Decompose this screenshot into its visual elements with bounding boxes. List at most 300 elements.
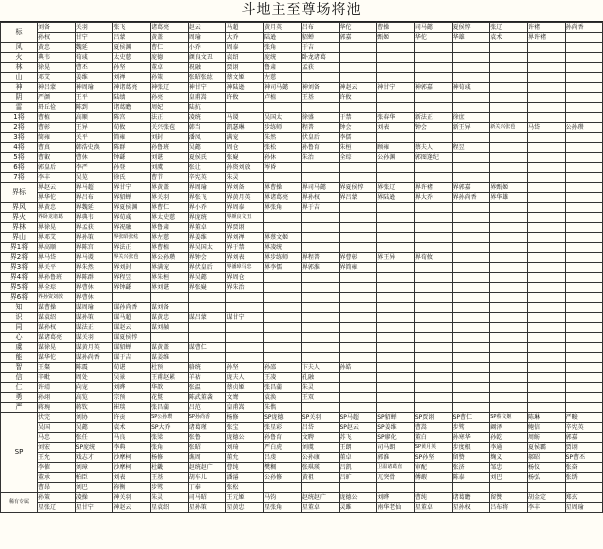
general-name-cell: 典韦	[38, 53, 76, 63]
general-name-cell	[565, 133, 603, 143]
general-name-cell: SP曹丕	[565, 453, 603, 463]
general-name-cell	[490, 483, 528, 493]
general-name-cell: 界魏延	[75, 203, 113, 213]
general-name-cell	[490, 103, 528, 113]
general-name-cell: 孙翊	[38, 393, 76, 403]
general-name-cell	[264, 273, 302, 283]
general-name-cell	[414, 103, 452, 113]
general-name-cell: 界曹仁	[151, 203, 189, 213]
general-name-cell: 郭嘉	[339, 33, 377, 43]
general-name-cell: 界周泰	[226, 203, 264, 213]
general-name-cell: 简雍	[38, 133, 76, 143]
general-name-cell: 庞统	[264, 53, 302, 63]
general-name-cell: 蔡贞姬	[226, 383, 264, 393]
table-row	[1, 483, 603, 493]
general-name-cell	[414, 203, 452, 213]
general-name-cell: 郭皇后	[38, 163, 76, 173]
general-pool-table	[0, 22, 603, 513]
general-name-cell	[414, 283, 452, 293]
general-name-cell	[527, 263, 565, 273]
table-row	[1, 23, 603, 33]
general-name-cell: 严畯	[565, 413, 603, 423]
general-name-cell	[490, 233, 528, 243]
general-name-cell	[339, 173, 377, 183]
general-name-cell: 张昌蒲	[151, 403, 189, 413]
general-name-cell: 谋甘宁	[226, 313, 264, 323]
general-name-cell: 孙休	[264, 153, 302, 163]
general-name-cell	[565, 173, 603, 183]
general-name-cell: 刘虞	[301, 443, 339, 453]
general-name-cell: 刘封	[151, 133, 189, 143]
general-name-cell: 华歆	[151, 383, 189, 393]
general-name-cell: 许褚	[527, 23, 565, 33]
general-name-cell: 谋马超	[113, 313, 151, 323]
general-name-cell: 谋貂蝉	[113, 343, 151, 353]
general-name-cell: 胡车儿	[188, 473, 226, 483]
general-name-cell	[565, 333, 603, 343]
category-cell: 界2将	[1, 253, 38, 263]
general-name-cell: 界大乔	[414, 193, 452, 203]
general-name-cell: 钟会	[339, 123, 377, 133]
general-name-cell: 庞德	[151, 53, 189, 63]
general-name-cell	[527, 43, 565, 53]
category-cell: 界山	[1, 233, 38, 243]
general-name-cell	[226, 353, 264, 363]
general-name-cell: 孙鲁育	[264, 433, 302, 443]
general-name-cell: 星周瑜	[565, 503, 603, 513]
general-name-cell	[339, 233, 377, 243]
category-cell: 风	[1, 43, 38, 53]
general-name-cell: 柏臣	[75, 473, 113, 483]
general-name-cell: 吕范	[188, 403, 226, 413]
general-name-cell: 鲁肃	[264, 63, 302, 73]
general-name-cell	[565, 283, 603, 293]
general-name-cell	[301, 353, 339, 363]
general-name-cell	[414, 343, 452, 353]
general-name-cell: 谋徐晃	[38, 343, 76, 353]
general-name-cell	[377, 93, 415, 103]
general-name-cell: 张昌蒲	[264, 383, 302, 393]
general-name-cell	[527, 203, 565, 213]
general-name-cell	[301, 243, 339, 253]
general-name-cell	[452, 393, 490, 403]
general-name-cell: 沙摩柯	[113, 453, 151, 463]
general-name-cell	[490, 353, 528, 363]
general-name-cell: 陈宫	[113, 113, 151, 123]
general-name-cell: 步练师	[264, 123, 302, 133]
general-name-cell: 羊祜	[188, 373, 226, 383]
general-name-cell: 界太史慈	[151, 213, 189, 223]
category-cell: 5将	[1, 153, 38, 163]
general-name-cell: 界吕蒙	[339, 193, 377, 203]
general-name-cell	[264, 293, 302, 303]
table-row	[1, 143, 603, 153]
general-name-cell: 岑昏	[264, 163, 302, 173]
general-name-cell: 皇甫嵩	[188, 93, 226, 103]
general-name-cell: 朱桓	[339, 143, 377, 153]
general-name-cell	[565, 43, 603, 53]
general-name-cell	[490, 343, 528, 353]
general-name-cell: 马超	[226, 23, 264, 33]
general-name-cell: 张琪瑛	[301, 463, 339, 473]
general-name-cell	[490, 363, 528, 373]
general-name-cell: 曹彰	[38, 123, 76, 133]
general-name-cell	[490, 93, 528, 103]
general-name-cell: 陈到	[75, 103, 113, 113]
general-name-cell: 孙鲁班	[151, 143, 189, 153]
general-name-cell: 赵统赵广	[188, 463, 226, 473]
general-name-cell	[452, 63, 490, 73]
general-name-cell: 界董卓	[188, 223, 226, 233]
general-name-cell: 界于吉	[301, 203, 339, 213]
general-name-cell: 朱灵	[301, 383, 339, 393]
general-name-cell	[301, 273, 339, 283]
table-row	[1, 63, 603, 73]
category-cell: 山	[1, 73, 38, 83]
general-name-cell: 简雍	[113, 133, 151, 143]
general-name-cell: 丁奉	[188, 483, 226, 493]
table-row	[1, 53, 603, 63]
table-row	[1, 383, 603, 393]
general-name-cell	[377, 213, 415, 223]
general-name-cell: 张嶷	[226, 153, 264, 163]
general-name-cell	[377, 303, 415, 313]
general-name-cell	[301, 163, 339, 173]
general-name-cell: 刘琦	[226, 443, 264, 453]
general-name-cell: 夏侯惇	[452, 23, 490, 33]
general-name-cell: 神荀彧	[452, 83, 490, 93]
category-cell: 严	[1, 403, 38, 413]
general-name-cell: 神赵云	[113, 503, 151, 513]
general-name-cell: 界贾诩	[226, 223, 264, 233]
general-name-cell	[414, 403, 452, 413]
general-name-cell: 刘虞	[151, 163, 189, 173]
general-name-cell: 皇甫嵩	[226, 403, 264, 413]
general-name-cell	[565, 273, 603, 283]
general-name-cell: SP姜维	[377, 423, 415, 433]
table-row	[1, 223, 603, 233]
general-name-cell	[490, 333, 528, 343]
general-name-cell	[527, 93, 565, 103]
general-name-cell	[301, 223, 339, 233]
general-name-cell: 界黄月英	[226, 193, 264, 203]
general-name-cell	[414, 233, 452, 243]
general-name-cell: 卧龙诸葛	[301, 53, 339, 63]
category-cell: 仁	[1, 383, 38, 393]
general-name-cell: 王元姬	[226, 493, 264, 503]
general-name-cell	[565, 393, 603, 403]
general-name-cell: 张星彩	[264, 423, 302, 433]
general-name-cell	[377, 343, 415, 353]
general-name-cell	[527, 193, 565, 203]
table-row	[1, 373, 603, 383]
general-name-cell	[377, 293, 415, 303]
general-name-cell	[527, 343, 565, 353]
general-name-cell: 郝昭	[527, 453, 565, 463]
general-name-cell: 界曹休	[75, 293, 113, 303]
general-name-cell	[264, 333, 302, 343]
general-name-cell: 界孙鲁班	[38, 273, 76, 283]
general-name-cell: 界祝融	[113, 223, 151, 233]
general-name-cell: 谋华佗	[38, 353, 76, 363]
general-name-cell: 杜预	[151, 363, 189, 373]
general-name-cell	[527, 213, 565, 223]
category-cell: 勇	[1, 393, 38, 403]
general-name-cell	[490, 263, 528, 273]
general-name-cell: 周妃	[151, 103, 189, 113]
table-row	[1, 503, 603, 513]
general-name-cell: 界许褚	[527, 33, 565, 43]
general-name-cell	[527, 183, 565, 193]
general-name-cell: 新法正	[414, 113, 452, 123]
general-name-cell: 法正	[151, 113, 189, 123]
general-name-cell: SP孙尚香	[188, 413, 226, 423]
general-name-cell: 星甘宁	[75, 503, 113, 513]
general-name-cell: 伏完	[38, 413, 76, 423]
category-cell: 神	[1, 83, 38, 93]
general-name-cell: 界貂蝉	[113, 193, 151, 203]
general-name-cell	[565, 143, 603, 153]
general-name-cell: 杨修	[151, 453, 189, 463]
category-cell: 7将	[1, 173, 38, 183]
general-name-cell	[414, 243, 452, 253]
general-name-cell: 张松	[264, 143, 302, 153]
general-name-cell: 张绣	[565, 473, 603, 483]
general-name-cell: 王甫赵累	[151, 373, 189, 383]
general-name-cell	[490, 113, 528, 123]
general-name-cell	[339, 293, 377, 303]
general-name-cell: 界凌统	[264, 243, 302, 253]
general-name-cell: 星孙权	[452, 503, 490, 513]
general-name-cell	[490, 133, 528, 143]
general-name-cell: 陈琳	[527, 413, 565, 423]
general-name-cell: 关羽	[75, 23, 113, 33]
general-name-cell: 谋黄盖	[151, 343, 189, 353]
general-name-cell	[301, 483, 339, 493]
category-cell: 界风	[1, 203, 38, 213]
general-name-cell: 卢植	[264, 93, 302, 103]
general-name-cell	[490, 313, 528, 323]
general-name-cell: 步骘	[452, 423, 490, 433]
general-name-cell	[452, 273, 490, 283]
general-name-cell: 谋袁绍	[38, 313, 76, 323]
general-name-cell: SP蔡文姬	[490, 413, 528, 423]
general-name-cell	[452, 283, 490, 293]
general-name-cell	[527, 383, 565, 393]
general-name-cell: 樊稠	[264, 463, 302, 473]
general-name-cell: 界典韦	[75, 213, 113, 223]
general-name-cell: 界张飞	[188, 193, 226, 203]
general-name-cell: 宗预	[113, 393, 151, 403]
general-name-cell: 辛宪英	[565, 423, 603, 433]
general-name-cell	[377, 373, 415, 383]
general-name-cell	[377, 133, 415, 143]
general-name-cell	[452, 73, 490, 83]
general-name-cell: 界夏侯渊	[113, 203, 151, 213]
general-name-cell: 吕蒙	[113, 33, 151, 43]
general-name-cell: 王朗	[339, 443, 377, 453]
general-name-cell: 界法正	[113, 243, 151, 253]
table-row	[1, 113, 603, 123]
general-name-cell: 星孙策	[188, 503, 226, 513]
general-name-cell: 界孙策	[75, 233, 113, 243]
general-name-cell: 夏侯氏	[188, 153, 226, 163]
general-name-cell: 界吕布	[75, 193, 113, 203]
general-name-cell	[527, 63, 565, 73]
category-cell: 界6将	[1, 293, 38, 303]
table-row	[1, 473, 603, 483]
general-name-cell: 华雄	[452, 33, 490, 43]
general-name-cell: 界甄姬	[490, 183, 528, 193]
general-name-cell	[339, 373, 377, 383]
general-name-cell	[264, 483, 302, 493]
general-name-cell: 张角	[151, 443, 189, 453]
general-name-cell	[452, 363, 490, 373]
table-row	[1, 463, 603, 473]
general-name-cell	[490, 323, 528, 333]
general-name-cell: 凌统	[188, 113, 226, 123]
general-name-cell: 界华雄	[490, 193, 528, 203]
general-name-cell: 全琮	[339, 153, 377, 163]
general-name-cell: 蔡夫人	[414, 143, 452, 153]
general-name-cell	[490, 293, 528, 303]
general-name-cell	[527, 223, 565, 233]
general-name-cell	[452, 103, 490, 113]
general-name-cell: 孙策	[38, 493, 76, 503]
general-name-cell	[339, 213, 377, 223]
general-name-cell: 界蔡文姬	[264, 233, 302, 243]
general-name-cell	[377, 263, 415, 273]
general-name-cell: 杜畿	[151, 463, 189, 473]
general-name-cell: 朱治	[301, 153, 339, 163]
general-name-cell: 界甘宁	[113, 183, 151, 193]
general-name-cell	[452, 43, 490, 53]
category-cell: 1将	[1, 113, 38, 123]
general-name-cell	[151, 293, 189, 303]
general-name-cell: 朱灵	[226, 173, 264, 183]
general-name-cell	[339, 353, 377, 363]
general-name-cell: 谋曹操	[38, 303, 76, 313]
general-name-cell: 界全琮	[38, 283, 76, 293]
general-name-cell: 星黄忠	[226, 503, 264, 513]
general-name-cell: 张昭张纮	[188, 73, 226, 83]
general-name-cell	[377, 323, 415, 333]
general-name-cell	[565, 213, 603, 223]
general-name-cell: 马忠	[38, 433, 76, 443]
table-row	[1, 263, 603, 273]
general-name-cell: 蒋琬	[38, 403, 76, 413]
general-name-cell: 周仓	[226, 143, 264, 153]
general-name-cell: 毌丘俭	[38, 103, 76, 113]
table-row	[1, 443, 603, 453]
general-name-cell: 界庞统	[188, 213, 226, 223]
general-name-cell: 许攸	[339, 93, 377, 103]
category-cell: 识	[1, 313, 38, 323]
general-name-cell: 曹植	[38, 113, 76, 123]
general-name-cell	[490, 373, 528, 383]
general-name-cell: 张昭	[188, 443, 226, 453]
general-name-cell	[452, 303, 490, 313]
general-name-cell: 陈震	[75, 363, 113, 373]
general-name-cell: 王基	[301, 93, 339, 103]
category-cell: 界火	[1, 213, 38, 223]
general-name-cell: 界郭淮	[301, 263, 339, 273]
general-name-cell: 钟繇	[113, 153, 151, 163]
general-name-cell: 于禁	[339, 113, 377, 123]
category-cell: 4将	[1, 143, 38, 153]
general-name-cell: 界公孙瓒	[151, 253, 189, 263]
general-name-cell	[226, 333, 264, 343]
general-name-cell: 张让	[188, 163, 226, 173]
general-name-cell	[414, 373, 452, 383]
general-name-cell	[377, 283, 415, 293]
general-name-cell: 徐庶	[452, 113, 490, 123]
general-name-cell: 界王异	[377, 253, 415, 263]
general-name-cell: 界鲁肃	[151, 223, 189, 233]
general-name-cell	[264, 313, 302, 323]
general-name-cell	[490, 83, 528, 93]
general-name-cell	[301, 303, 339, 313]
general-name-cell: 辛宪英	[188, 173, 226, 183]
general-name-cell: 杨修	[226, 413, 264, 423]
general-name-cell: 徐氏	[113, 173, 151, 183]
general-name-cell	[414, 43, 452, 53]
general-name-cell: 蒋钦	[75, 403, 113, 413]
general-name-cell	[452, 333, 490, 343]
general-name-cell	[565, 483, 603, 493]
category-cell: 雷	[1, 103, 38, 113]
category-cell: 6将	[1, 163, 38, 173]
category-cell: 林	[1, 63, 38, 73]
general-name-cell: 星袁绍	[151, 503, 189, 513]
general-name-cell: 孙登	[113, 163, 151, 173]
general-name-cell: 谋黄忠	[151, 313, 189, 323]
general-name-cell	[452, 203, 490, 213]
general-name-cell	[565, 183, 603, 193]
general-name-cell	[452, 323, 490, 333]
general-name-cell: 吴懿	[188, 143, 226, 153]
general-name-cell	[452, 153, 490, 163]
general-name-cell: 王允	[38, 453, 76, 463]
general-name-cell: 公孙康	[301, 453, 339, 463]
general-name-cell	[301, 283, 339, 293]
general-name-cell: 华佗	[414, 33, 452, 43]
general-name-cell	[527, 363, 565, 373]
general-name-cell	[377, 383, 415, 393]
general-name-cell: 孙尚香	[565, 23, 603, 33]
general-name-cell: 谋孙权	[38, 323, 76, 333]
general-name-cell	[490, 73, 528, 83]
general-name-cell	[565, 73, 603, 83]
general-name-cell	[226, 343, 264, 353]
general-name-cell	[527, 483, 565, 493]
general-name-cell: 吕布	[301, 23, 339, 33]
general-name-cell	[414, 163, 452, 173]
general-name-cell: 傅嘏	[414, 473, 452, 483]
general-name-cell	[527, 143, 565, 153]
general-name-cell	[414, 63, 452, 73]
general-name-cell	[264, 283, 302, 293]
general-name-cell: 李丰	[527, 503, 565, 513]
general-name-cell: 孙邵	[264, 363, 302, 373]
general-name-cell: 马岱	[527, 123, 565, 133]
general-name-cell: 王异	[75, 123, 113, 133]
general-name-cell: 界于禁	[226, 243, 264, 253]
table-row	[1, 303, 603, 313]
general-name-cell	[188, 293, 226, 303]
general-name-cell	[339, 393, 377, 403]
general-name-cell: 孙权	[38, 33, 76, 43]
